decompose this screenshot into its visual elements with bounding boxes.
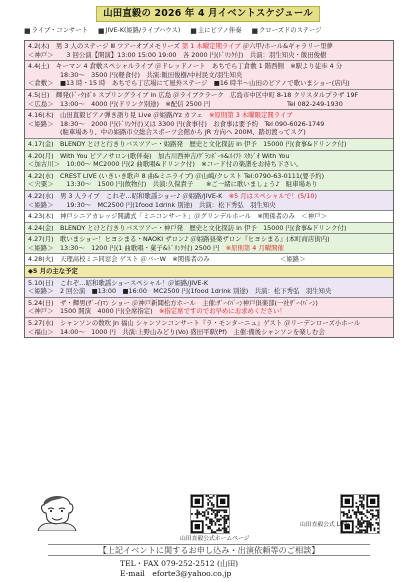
- event-row: [25, 211, 393, 223]
- event-text: ◆5 月の主な予定: [28, 267, 78, 276]
- event-line: [28, 287, 390, 296]
- contact-info: [120, 559, 320, 579]
- event-text: 4.20(月) With You ピアノサロン(歌伴奏) 加古川西神吉/ｸﾞﾗﾝﾎﾞｰﾙ&ｽｲﾌﾄ ｽﾀｼﾞｵ With You: [28, 151, 290, 160]
- event-text: ＜加古川＞ 10:00〜 MC2000 円(2 曲歌唱&ドリンク付) ※コード付の楽譜をお持ち下さい。: [28, 160, 303, 169]
- event-line: [28, 120, 390, 129]
- event-row: [25, 223, 393, 235]
- event-line: [28, 152, 390, 161]
- event-text: 4.17(金) BLENDY とけと行きりバスツアー・姫路発 歴史と文化探訪 in 伊予 15000 円(食事&ドリンク付): [28, 139, 347, 148]
- event-line: [28, 128, 390, 137]
- event-text: ＜宍粟＞ 13:30〜 1500 円(飲物付) 共演:久保貴子 ※ご一緒に歌いましょう♪ 駐車場あり: [28, 180, 318, 189]
- event-row: [25, 90, 393, 110]
- legend-marker-icon: ■: [24, 27, 31, 35]
- caricature-illustration: [34, 491, 80, 531]
- event-row: [25, 151, 393, 171]
- event-text: 4.24(金) BLENDY とけと行きりバスツアー・神戸発 歴史と文化探訪 in 伊予 15000 円(食事&ドリンク付): [28, 223, 347, 232]
- section-header: [25, 266, 393, 278]
- event-text: ＜広島＞ 13:00〜 4000 円(ドリンク別途) ※配信 2500 円 Tel 082-249-1930: [28, 99, 343, 108]
- event-line: [28, 79, 390, 88]
- event-line: [28, 267, 390, 276]
- event-line: [28, 91, 390, 100]
- event-text: 4.23(木) 神戸シニアカレッジ開講式「ミニコンサート」＠グリンデルホール ※関係者のみ ＜神戸＞: [28, 212, 327, 221]
- event-text: ＜倉敷＞ ■13 時・15 時 あちでら丁広場にて屋外ステージ ■16 時半〜山田のピアノで歌いまショー(店内): [28, 79, 350, 88]
- event-row: [25, 171, 393, 191]
- event-line: [28, 192, 390, 201]
- event-row: [25, 41, 393, 61]
- event-line: [28, 180, 390, 189]
- inquiry-heading: 【上記イベントに関するお申し込み・出演依頼等のご相談】: [48, 544, 370, 556]
- schedule-table: [24, 40, 394, 338]
- event-row: [25, 278, 393, 298]
- event-line: [28, 62, 390, 71]
- event-text: ＜神戸＞ 3 回公演【開演】13:00 15:00 19:00 各 2000 円(ﾄﾞﾘﾝｸ付) 共演：羽生知央・飯田俊樹: [28, 50, 327, 59]
- event-note-highlight: ※原則第 3 木曜限定開ライブ: [209, 111, 293, 120]
- event-line: [28, 235, 390, 244]
- event-line: [28, 279, 390, 288]
- event-text: 4.22(水) CREST LIVE (いきいき歌声 8 曲&ミニライブ) ＠山崎/クレスト Tel:0790-63-0111(要予約): [28, 171, 325, 180]
- event-line: [28, 42, 390, 51]
- legend: [24, 26, 396, 36]
- event-text: ＜姫路＞ 19:30〜 MC2500 円(1food 1drink 別途) 共演：松下秀弘 羽生知央: [28, 200, 276, 209]
- event-text: 5.10(日) これぞ…昭和歌謡ショースペシャル！＠姫路/JIVE-K: [28, 278, 209, 287]
- event-note-highlight: ※5 月はスペシャルで！(5/10): [228, 191, 317, 200]
- event-text: 4.5(日) 輝発(ﾄﾞｰｸ)ﾎﾞﾙ スプリングライブ in 広島 ＠ライブクラーク 広島市中区中町 8-18 クリスタルプラザ 19F: [28, 90, 359, 99]
- event-line: [28, 319, 390, 328]
- legend-item: [252, 26, 322, 36]
- event-row: [25, 318, 393, 337]
- event-row: [25, 139, 393, 151]
- event-row: [25, 110, 393, 139]
- event-line: [28, 160, 390, 169]
- legend-item: [24, 26, 88, 36]
- event-line: [28, 212, 390, 221]
- event-line: [28, 201, 390, 210]
- legend-label: JIVE-K(姫路/ライブハウス): [105, 27, 181, 34]
- event-line: [28, 255, 390, 264]
- event-line: [28, 244, 390, 253]
- event-text: ＠六甲/ホール&ギャラリー里夢: [240, 42, 333, 50]
- homepage-qr-code[interactable]: [190, 494, 230, 534]
- event-line: [28, 111, 390, 120]
- event-text: ＜神戸＞ 1500 開演 4000 円(全席指定): [28, 307, 160, 316]
- event-text: ＜福山＞ 14:00〜 1000 円 共演:上野山みどり(Vo) 盛田平駅(Pf) 主催:備後シャンソンを楽しむ会: [28, 327, 325, 336]
- event-text: 5.24(日) ザ・輝男(ｻﾞ-ｲ)ﾏﾝ ショー ＠神戸新聞松方ホール 主催:ｻﾞｰｲﾊﾞｰﾝ神戸倶楽部(一社ｻﾞｰｲﾊﾞｰﾝ): [28, 298, 318, 307]
- legend-label: クローズドのステージ: [259, 27, 322, 34]
- event-line: [28, 328, 390, 337]
- legend-item: [190, 26, 241, 36]
- event-row: [25, 234, 393, 254]
- event-note-highlight: 第 1 木曜定期ライブ: [181, 42, 241, 50]
- event-note-highlight: ※指定席ですのでお早めにお求めください！: [159, 307, 286, 316]
- legend-marker-icon: ■: [251, 27, 259, 35]
- event-line: [28, 172, 390, 181]
- event-line: [28, 307, 390, 316]
- homepage-qr-caption: 山田直毅公式ホームページ: [180, 536, 250, 542]
- event-text: 4.16(木) 山田直毅ピアノ弾き語り見 Live ＠姫路/Yz カフェ: [28, 111, 210, 120]
- event-text: 4.2(木) 男 3 人のステージ Ⅲ ツアーオブメモリーズ: [28, 42, 182, 50]
- event-text: 18:30〜 3500 円(軽食付) 共演:飯田俊樹/中村民文/羽生知央: [28, 70, 243, 79]
- event-line: [28, 224, 390, 233]
- legend-marker-icon: ■: [97, 27, 105, 35]
- legend-label: 主にピアノ伴奏: [197, 27, 242, 34]
- event-text: 4.4(土) キーマン 4 倉敷スペシャルライブ ＠ドレッドノート あちでら丁倉敷 1 階西側 ※駅より徒歩 4 分: [28, 62, 343, 71]
- event-line: [28, 71, 390, 80]
- event-text: (駐車場あり、中の姫路市立総合スポーツ会館から JR 方向へ 200M、踏切渡ってスグ): [28, 128, 306, 137]
- event-text: 4.27(月) 歌いまショー！ヒヨシまる・NAOKI ザロン♪ ＠姫路昼楽ザロン『ヒヨシまる』(本町商店街内): [28, 235, 330, 244]
- line-qr-caption: 山田直毅公式 LINE: [300, 522, 350, 528]
- contact-email: E-mail eforte3@yahoo.co.jp: [120, 569, 232, 578]
- page-title: 山田直毅の 2026 年 4 月イベントスケジュール: [96, 6, 320, 22]
- event-row: [25, 254, 393, 266]
- event-text: 5.27(水) シャンソンの数吹 Jn 福山 シャンソンコンサート『ラ・モンターニュ』ゲスト ＠リーデンローズ小ホール: [28, 319, 361, 328]
- event-line: [28, 140, 390, 149]
- event-line: [28, 100, 390, 109]
- event-row: [25, 191, 393, 211]
- contact-tel: TEL・FAX 079-252-2512 (山田): [120, 559, 239, 568]
- event-text: ＜姫路＞ 18:30〜 2000 円(ﾄﾞﾘﾝｸ付)又は 3300 円(食事付) お食事は要予約 Tel 090-6026-1749: [28, 119, 325, 128]
- event-text: ＜姫路＞ 13:30〜 1200 円(1 曲歌唱・菓子&ﾄﾞﾘﾝｸ付) 2500 円: [28, 243, 226, 252]
- legend-marker-icon: ■: [190, 27, 197, 35]
- event-text: ＜姫路＞ 2 回公演 ■13:00 ■16:00 MC2500 円(1food 1drink 別途) 共演：松下秀弘 羽生知央: [28, 287, 332, 296]
- event-line: [28, 51, 390, 60]
- event-row: [25, 61, 393, 90]
- legend-label: ライブ・コンサート: [31, 27, 88, 34]
- event-line: [28, 299, 390, 308]
- legend-item: [98, 26, 180, 36]
- event-text: 4.28(火) 天理高校ミニ同窓会 ゲスト ＠バーW ※関係者のみ ＜姫路＞: [28, 255, 306, 264]
- event-row: [25, 298, 393, 318]
- event-text: 4.22(水) 男 3 人ライブ これぞ…昭和歌謡ショー♪ ＠姫路/JIVE-K: [28, 191, 229, 200]
- event-note-highlight: ※原則第 4 月曜開催: [225, 243, 284, 252]
